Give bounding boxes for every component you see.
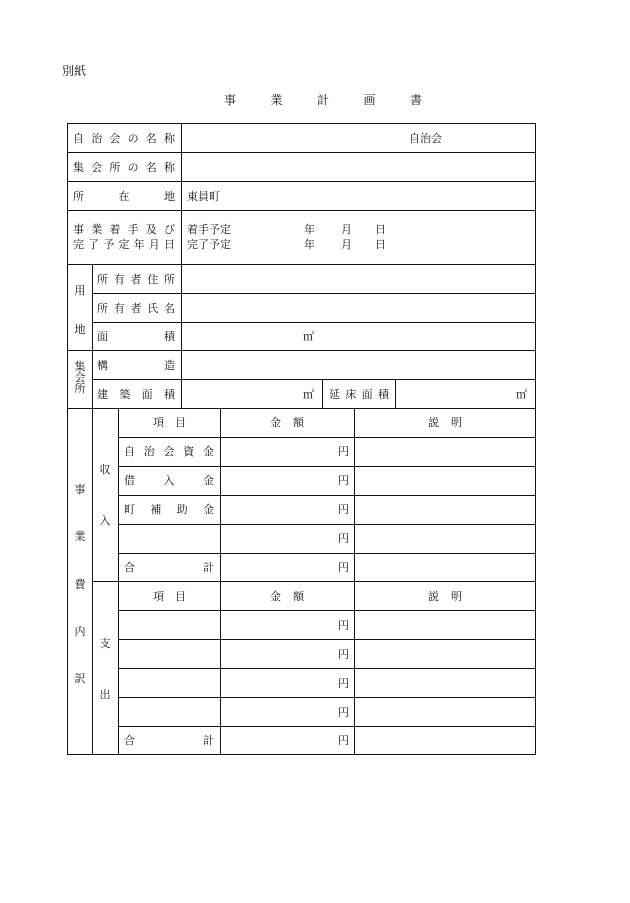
group-char: 出	[99, 688, 111, 701]
income-item-label	[124, 475, 214, 486]
start-month[interactable]: 月	[341, 223, 352, 236]
label-char: 会	[91, 161, 103, 174]
label-char: 名	[145, 161, 157, 174]
title-char: 業	[270, 93, 283, 107]
header-char: 説	[428, 590, 439, 603]
item-char: 補	[150, 503, 162, 516]
header-char: 金	[270, 416, 281, 429]
dates-label-line2	[73, 239, 175, 250]
item-char: 自	[124, 445, 135, 458]
start-date-label: 着手予定	[187, 223, 231, 236]
label-char: 手	[127, 223, 139, 236]
label-char: 有	[113, 302, 125, 315]
end-year[interactable]: 年	[304, 238, 315, 251]
attachment-label: 別紙	[62, 64, 87, 78]
owner-address-label	[97, 274, 175, 285]
label-char: 自	[73, 132, 84, 145]
label-char: 構	[97, 359, 108, 372]
label-char: 所	[73, 190, 84, 203]
expense-group-label	[98, 638, 112, 700]
owner-address-field[interactable]	[183, 266, 533, 292]
label-char: の	[127, 161, 139, 174]
hall-name-label	[73, 162, 175, 173]
income-total-label	[124, 562, 214, 573]
expense-header-desc	[428, 591, 462, 602]
label-char: 住	[147, 273, 159, 286]
item-char: 会	[163, 445, 175, 458]
total-char: 合	[124, 734, 135, 747]
label-char: 所	[164, 273, 175, 286]
item-char: 借	[124, 474, 135, 487]
group-char: 支	[99, 637, 111, 650]
label-char: 建	[97, 388, 108, 401]
label-char: 着	[109, 223, 121, 236]
expense-item-field[interactable]	[120, 699, 218, 725]
item-char: 金	[203, 474, 214, 487]
land-group-label	[73, 285, 87, 335]
label-char: 定	[118, 238, 130, 251]
header-char: 明	[451, 590, 462, 603]
title-char: 事	[224, 93, 237, 107]
land-area-label	[97, 331, 175, 342]
label-char: 者	[130, 302, 142, 315]
floor-area-field[interactable]: ㎡	[516, 388, 527, 401]
hall-group-label	[73, 361, 87, 394]
label-char: 地	[164, 190, 175, 203]
land-area-field[interactable]: ㎡	[303, 330, 314, 343]
total-char: 計	[203, 561, 214, 574]
label-char: 面	[97, 330, 108, 343]
income-total-unit[interactable]: 円	[338, 561, 349, 574]
header-char: 目	[175, 416, 186, 429]
expense-item-field[interactable]	[120, 670, 218, 696]
label-char: 築	[119, 388, 131, 401]
label-char: 造	[164, 359, 175, 372]
header-char: 金	[270, 590, 281, 603]
group-char: 収	[99, 463, 111, 476]
label-char: 業	[91, 223, 103, 236]
item-char: 入	[163, 474, 175, 487]
label-char: 延	[329, 388, 340, 401]
hall-name-field[interactable]	[183, 153, 533, 180]
title-char: 画	[363, 93, 376, 107]
label-char: 治	[91, 132, 103, 145]
item-char: 金	[203, 445, 214, 458]
label-char: 了	[88, 238, 100, 251]
label-char: 積	[163, 388, 175, 401]
label-char: 者	[130, 273, 142, 286]
start-day[interactable]: 日	[375, 223, 386, 236]
expense-amount-unit[interactable]: 円	[338, 648, 349, 661]
end-month[interactable]: 月	[341, 238, 352, 251]
expense-total-unit[interactable]: 円	[338, 734, 349, 747]
title-char: 書	[409, 93, 422, 107]
group-char: 入	[99, 514, 111, 527]
label-char: 積	[164, 330, 175, 343]
label-char: 月	[148, 238, 160, 251]
header-char: 額	[293, 416, 304, 429]
item-char: 資	[183, 445, 195, 458]
expense-amount-unit[interactable]: 円	[338, 619, 349, 632]
income-amount-unit[interactable]: 円	[338, 474, 349, 487]
income-header-item	[153, 417, 186, 428]
location-label	[73, 191, 175, 202]
label-char: 氏	[147, 302, 159, 315]
label-char: 所	[109, 161, 121, 174]
label-char: 名	[164, 302, 175, 315]
label-char: 面	[141, 388, 153, 401]
group-char: 事	[74, 483, 86, 496]
item-char: 町	[124, 503, 135, 516]
income-group-label	[98, 464, 112, 526]
expense-amount-unit[interactable]: 円	[338, 706, 349, 719]
income-header-desc	[428, 417, 462, 428]
income-amount-unit[interactable]: 円	[338, 445, 349, 458]
expense-header-amount	[270, 591, 304, 602]
document-title	[224, 94, 422, 106]
total-char: 計	[203, 734, 214, 747]
label-char: 集	[73, 161, 84, 174]
group-char: 用	[74, 284, 86, 297]
assoc-name-label	[73, 133, 175, 144]
floor-area-label	[329, 389, 389, 400]
label-char: 在	[118, 190, 130, 203]
group-char: 集	[74, 360, 86, 373]
label-char: 名	[145, 132, 157, 145]
expense-header-item	[153, 591, 186, 602]
item-char: 治	[143, 445, 155, 458]
title-char: 計	[316, 93, 329, 107]
structure-field[interactable]	[183, 352, 533, 378]
label-char: 床	[345, 388, 357, 401]
label-char: び	[163, 223, 175, 236]
header-char: 項	[153, 416, 164, 429]
group-char: 費	[74, 577, 86, 591]
item-char: 金	[202, 503, 214, 516]
label-char: 称	[163, 132, 175, 145]
income-item-label	[124, 504, 214, 515]
group-char: 内	[74, 624, 86, 638]
label-char: 所	[97, 302, 108, 315]
header-char: 説	[428, 416, 439, 429]
group-char: 会	[74, 371, 86, 384]
location-field[interactable]: 東員町	[187, 190, 220, 203]
income-amount-unit[interactable]: 円	[338, 503, 349, 516]
label-char: 有	[113, 273, 125, 286]
label-char: 事	[73, 223, 84, 236]
income-amount-unit[interactable]: 円	[338, 532, 349, 545]
building-area-field[interactable]: ㎡	[303, 388, 314, 401]
expense-item-field[interactable]	[120, 612, 218, 638]
structure-label	[97, 360, 175, 371]
end-date-label: 完了予定	[187, 238, 231, 251]
group-char: 所	[74, 382, 86, 395]
owner-name-label	[97, 303, 175, 314]
income-item-label	[124, 446, 214, 457]
assoc-name-field[interactable]: 自治会	[409, 132, 442, 145]
label-char: 完	[73, 238, 84, 251]
expense-total-label	[124, 735, 214, 746]
expense-amount-unit[interactable]: 円	[338, 677, 349, 690]
label-char: 年	[133, 238, 145, 251]
start-year[interactable]: 年	[304, 223, 315, 236]
label-char: 日	[163, 238, 175, 251]
expense-item-field[interactable]	[120, 641, 218, 667]
breakdown-group-label	[73, 484, 87, 684]
end-day[interactable]: 日	[375, 238, 386, 251]
dates-label-line1	[73, 224, 175, 235]
building-area-label	[97, 389, 175, 400]
group-char: 業	[74, 530, 86, 544]
label-char: 面	[361, 388, 373, 401]
owner-name-field[interactable]	[183, 295, 533, 321]
income-header-amount	[270, 417, 304, 428]
header-char: 目	[175, 590, 186, 603]
item-char: 助	[176, 503, 188, 516]
label-char: 予	[103, 238, 115, 251]
header-char: 額	[293, 590, 304, 603]
header-char: 明	[451, 416, 462, 429]
income-item-blank[interactable]	[120, 526, 218, 552]
label-char: 称	[163, 161, 175, 174]
label-char: 及	[145, 223, 157, 236]
label-char: 所	[97, 273, 108, 286]
label-char: 会	[109, 132, 121, 145]
group-char: 訳	[74, 672, 86, 685]
group-char: 地	[74, 323, 86, 336]
total-char: 合	[124, 561, 135, 574]
header-char: 項	[153, 590, 164, 603]
label-char: の	[127, 132, 139, 145]
label-char: 積	[377, 388, 389, 401]
